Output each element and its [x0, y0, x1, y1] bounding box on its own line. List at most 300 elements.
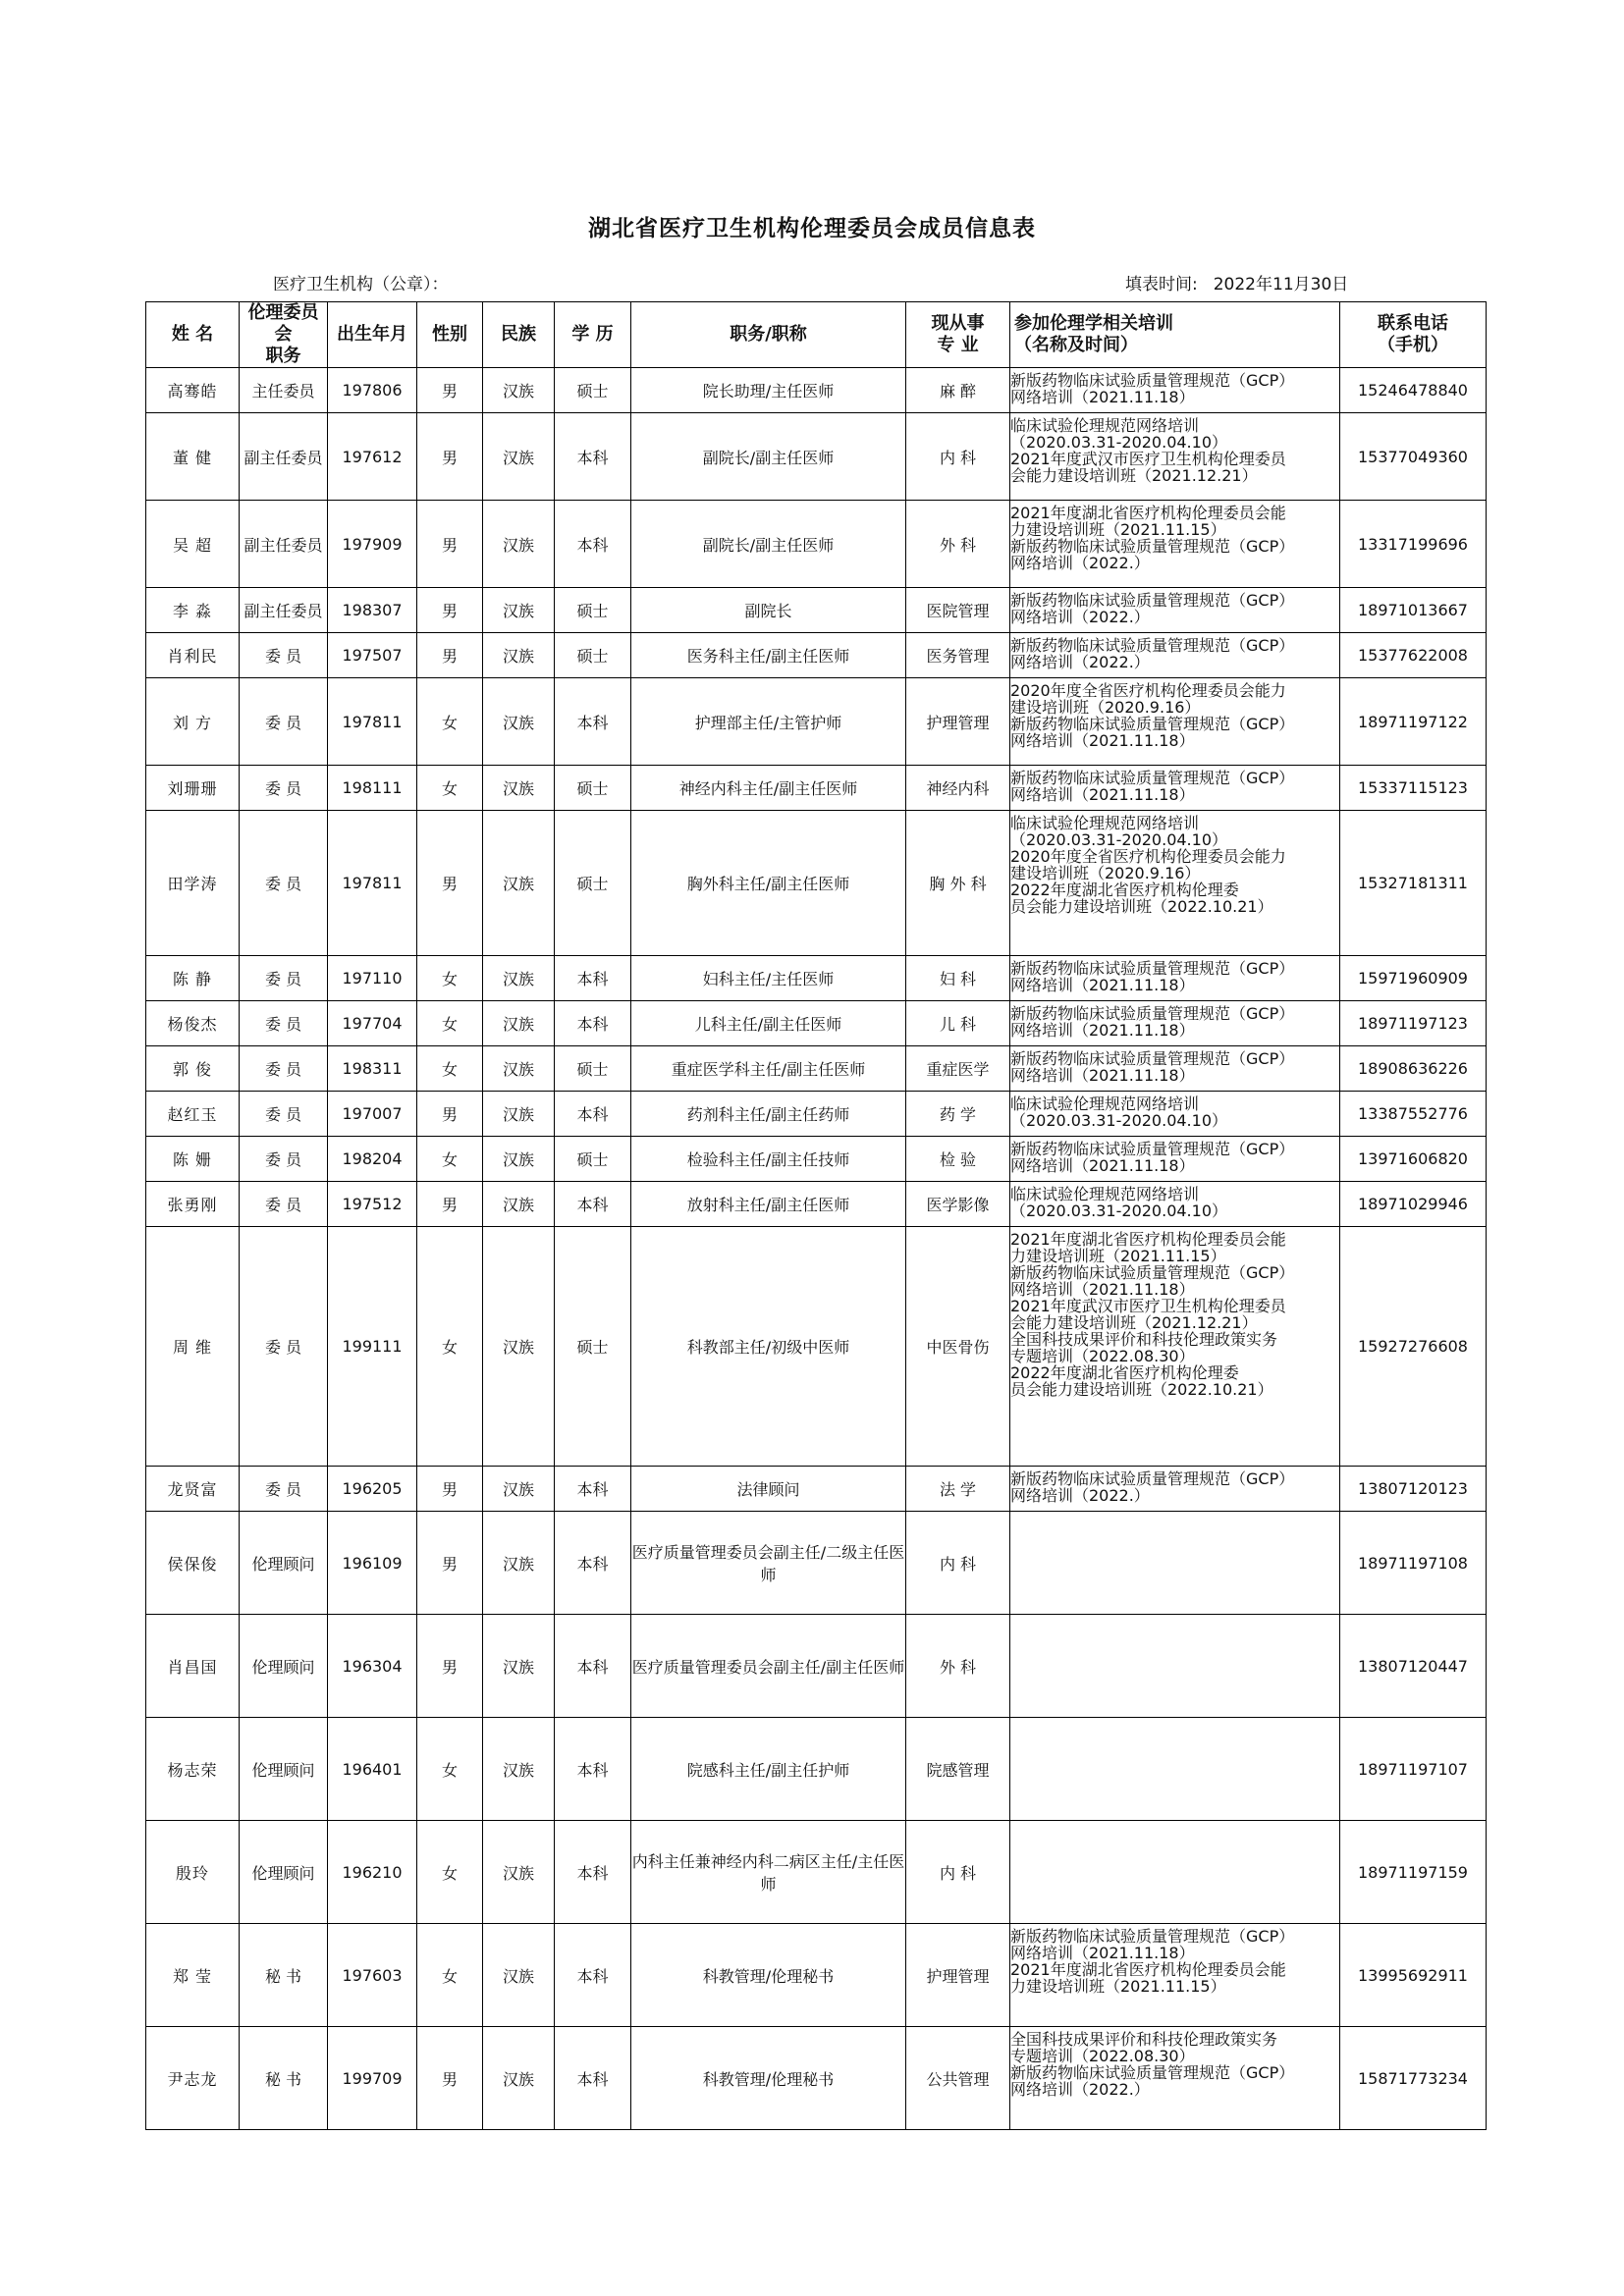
member-birth: 198204: [328, 1137, 417, 1182]
member-title: 检验科主任/副主任技师: [631, 1137, 906, 1182]
training-line: 建设培训班（2020.9.16）: [1010, 864, 1201, 882]
member-education: 本科: [555, 956, 631, 1001]
member-birth: 197704: [328, 1001, 417, 1046]
member-birth: 197811: [328, 811, 417, 956]
table-row: [146, 633, 1487, 678]
member-birth: 196304: [328, 1615, 417, 1718]
training-line: （2020.03.31-2020.04.10）: [1010, 1201, 1227, 1220]
member-ethnicity: 汉族: [483, 1718, 555, 1821]
member-title: 医疗质量管理委员会副主任/副主任医师: [631, 1615, 906, 1718]
member-phone: 15327181311: [1340, 811, 1487, 956]
member-role: 委 员: [240, 1467, 328, 1512]
member-sex: 女: [417, 1137, 483, 1182]
member-phone: 13995692911: [1340, 1924, 1487, 2027]
table-row: [146, 2027, 1487, 2130]
training-line: 新版药物临床试验质量管理规范（GCP）: [1010, 1927, 1295, 1946]
training-line: 新版药物临床试验质量管理规范（GCP）: [1010, 1049, 1295, 1068]
member-phone: 18971197123: [1340, 1001, 1487, 1046]
training-line: 建设培训班（2020.9.16）: [1010, 698, 1201, 717]
training-line: 力建设培训班（2021.11.15）: [1010, 1247, 1226, 1265]
member-ethnicity: 汉族: [483, 1001, 555, 1046]
table-row: [146, 1182, 1487, 1227]
member-training: [1010, 811, 1340, 956]
table-row: [146, 588, 1487, 633]
member-role: 秘 书: [240, 1924, 328, 2027]
member-training: [1010, 1924, 1340, 2027]
page-title: 湖北省医疗卫生机构伦理委员会成员信息表: [588, 216, 1036, 241]
member-birth: 197507: [328, 633, 417, 678]
member-name: 龙贤富: [146, 1467, 240, 1512]
member-major: 公共管理: [906, 2027, 1010, 2130]
member-role: 委 员: [240, 811, 328, 956]
member-birth: 197811: [328, 678, 417, 766]
member-name: 刘 方: [146, 678, 240, 766]
member-title: 儿科主任/副主任医师: [631, 1001, 906, 1046]
training-line: 新版药物临床试验质量管理规范（GCP）: [1010, 769, 1295, 787]
training-line: 临床试验伦理规范网络培训: [1010, 1095, 1200, 1113]
member-role: 副主任委员: [240, 413, 328, 501]
member-phone: 13807120447: [1340, 1615, 1487, 1718]
member-title: 科教管理/伦理秘书: [631, 2027, 906, 2130]
member-phone: 15971960909: [1340, 956, 1487, 1001]
member-role: 委 员: [240, 766, 328, 811]
member-title: 院长助理/主任医师: [631, 368, 906, 413]
training-line: 力建设培训班（2021.11.15）: [1010, 1977, 1226, 1996]
training-line: 会能力建设培训班（2021.12.21）: [1010, 1313, 1258, 1332]
header-name: 姓 名: [146, 302, 240, 368]
header-title: 职务/职称: [631, 302, 906, 368]
member-role: 委 员: [240, 678, 328, 766]
member-education: 硕士: [555, 368, 631, 413]
member-ethnicity: 汉族: [483, 1182, 555, 1227]
member-title: 内科主任兼神经内科二病区主任/主任医师: [631, 1821, 906, 1924]
fill-date-value: 2022年11月30日: [1213, 275, 1349, 294]
member-sex: 女: [417, 1227, 483, 1467]
institution-label: 医疗卫生机构（公章）：: [273, 275, 449, 294]
member-name: 张勇刚: [146, 1182, 240, 1227]
header-birth: 出生年月: [328, 302, 417, 368]
member-education: 硕士: [555, 1137, 631, 1182]
member-role: 伦理顾问: [240, 1718, 328, 1821]
training-line: 力建设培训班（2021.11.15）: [1010, 520, 1226, 539]
training-line: （2020.03.31-2020.04.10）: [1010, 1111, 1227, 1130]
member-education: 硕士: [555, 766, 631, 811]
member-name: 赵红玉: [146, 1092, 240, 1137]
member-name: 杨俊杰: [146, 1001, 240, 1046]
table-row: [146, 501, 1487, 588]
member-major: 内 科: [906, 413, 1010, 501]
member-role: 委 员: [240, 956, 328, 1001]
member-birth: 197909: [328, 501, 417, 588]
member-title: 副院长/副主任医师: [631, 501, 906, 588]
member-phone: 18971029946: [1340, 1182, 1487, 1227]
member-education: 本科: [555, 413, 631, 501]
training-line: 网络培训（2022.）: [1010, 1486, 1150, 1505]
member-training: [1010, 2027, 1340, 2130]
member-phone: 15377622008: [1340, 633, 1487, 678]
training-line: 临床试验伦理规范网络培训: [1010, 416, 1200, 435]
member-training: [1010, 1092, 1340, 1137]
member-title: 科教管理/伦理秘书: [631, 1924, 906, 2027]
training-line: 新版药物临床试验质量管理规范（GCP）: [1010, 371, 1295, 390]
member-major: 医务管理: [906, 633, 1010, 678]
member-ethnicity: 汉族: [483, 1227, 555, 1467]
member-training: [1010, 368, 1340, 413]
member-sex: 男: [417, 368, 483, 413]
fill-date-label: 填表时间:: [1125, 275, 1198, 294]
member-sex: 男: [417, 1615, 483, 1718]
member-name: 肖利民: [146, 633, 240, 678]
member-title: 重症医学科主任/副主任医师: [631, 1046, 906, 1092]
member-phone: 15337115123: [1340, 766, 1487, 811]
table-row: [146, 1615, 1487, 1718]
member-name: 杨志荣: [146, 1718, 240, 1821]
member-phone: 15246478840: [1340, 368, 1487, 413]
member-birth: 198111: [328, 766, 417, 811]
training-line: 网络培训（2021.11.18）: [1010, 388, 1195, 406]
training-line: 新版药物临床试验质量管理规范（GCP）: [1010, 591, 1295, 610]
training-line: 网络培训（2021.11.18）: [1010, 976, 1195, 994]
header-education: 学 历: [555, 302, 631, 368]
member-major: 检 验: [906, 1137, 1010, 1182]
member-birth: 196401: [328, 1718, 417, 1821]
member-ethnicity: 汉族: [483, 1615, 555, 1718]
member-education: 本科: [555, 1182, 631, 1227]
fill-date: [1125, 270, 1364, 294]
training-line: 网络培训（2021.11.18）: [1010, 1066, 1195, 1085]
training-line: 会能力建设培训班（2021.12.21）: [1010, 466, 1258, 485]
member-birth: 197806: [328, 368, 417, 413]
table-row: [146, 678, 1487, 766]
member-major: 神经内科: [906, 766, 1010, 811]
member-training: [1010, 588, 1340, 633]
member-ethnicity: 汉族: [483, 1512, 555, 1615]
training-line: 新版药物临床试验质量管理规范（GCP）: [1010, 715, 1295, 733]
member-training: [1010, 1512, 1340, 1615]
table-row: [146, 413, 1487, 501]
member-phone: 18971013667: [1340, 588, 1487, 633]
member-major: 内 科: [906, 1821, 1010, 1924]
table-row: [146, 1046, 1487, 1092]
member-education: 本科: [555, 501, 631, 588]
member-ethnicity: 汉族: [483, 368, 555, 413]
member-training: [1010, 501, 1340, 588]
member-sex: 女: [417, 1718, 483, 1821]
member-birth: 196205: [328, 1467, 417, 1512]
member-phone: 13807120123: [1340, 1467, 1487, 1512]
member-title: 神经内科主任/副主任医师: [631, 766, 906, 811]
training-line: 网络培训（2022.）: [1010, 608, 1150, 626]
member-role: 委 员: [240, 1182, 328, 1227]
member-ethnicity: 汉族: [483, 633, 555, 678]
training-line: 专题培训（2022.08.30）: [1010, 1347, 1195, 1365]
header-sex: 性别: [417, 302, 483, 368]
member-phone: 15927276608: [1340, 1227, 1487, 1467]
table-row: [146, 956, 1487, 1001]
member-name: 尹志龙: [146, 2027, 240, 2130]
member-role: 委 员: [240, 633, 328, 678]
member-major: 妇 科: [906, 956, 1010, 1001]
member-sex: 女: [417, 1924, 483, 2027]
member-ethnicity: 汉族: [483, 766, 555, 811]
member-education: 硕士: [555, 1227, 631, 1467]
member-sex: 男: [417, 1467, 483, 1512]
member-ethnicity: 汉族: [483, 1046, 555, 1092]
member-sex: 男: [417, 501, 483, 588]
member-training: [1010, 413, 1340, 501]
member-name: 肖昌国: [146, 1615, 240, 1718]
member-title: 副院长/副主任医师: [631, 413, 906, 501]
member-role: 委 员: [240, 1046, 328, 1092]
training-line: 2021年度湖北省医疗机构伦理委员会能: [1010, 504, 1286, 522]
member-name: 吴 超: [146, 501, 240, 588]
training-line: 2021年度湖北省医疗机构伦理委员会能: [1010, 1960, 1286, 1979]
training-line: 新版药物临床试验质量管理规范（GCP）: [1010, 1140, 1295, 1158]
member-birth: 197612: [328, 413, 417, 501]
table-row: [146, 1092, 1487, 1137]
member-major: 麻 醉: [906, 368, 1010, 413]
member-phone: 18971197108: [1340, 1512, 1487, 1615]
member-sex: 女: [417, 766, 483, 811]
member-role: 副主任委员: [240, 588, 328, 633]
member-title: 放射科主任/副主任医师: [631, 1182, 906, 1227]
header-role: 伦理委员会 职务: [240, 302, 328, 368]
member-sex: 男: [417, 588, 483, 633]
member-role: 委 员: [240, 1092, 328, 1137]
training-line: 临床试验伦理规范网络培训: [1010, 1185, 1200, 1203]
member-ethnicity: 汉族: [483, 1467, 555, 1512]
member-birth: 197110: [328, 956, 417, 1001]
member-major: 院感管理: [906, 1718, 1010, 1821]
training-line: 临床试验伦理规范网络培训: [1010, 814, 1200, 832]
member-ethnicity: 汉族: [483, 1924, 555, 2027]
member-role: 伦理顾问: [240, 1512, 328, 1615]
training-line: 网络培训（2021.11.18）: [1010, 785, 1195, 804]
header-phone: 联系电话 （手机）: [1340, 302, 1487, 368]
member-name: 高骞皓: [146, 368, 240, 413]
member-title: 医疗质量管理委员会副主任/二级主任医师: [631, 1512, 906, 1615]
member-ethnicity: 汉族: [483, 678, 555, 766]
member-name: 郑 莹: [146, 1924, 240, 2027]
member-major: 中医骨伤: [906, 1227, 1010, 1467]
member-birth: 198307: [328, 588, 417, 633]
member-phone: 18971197122: [1340, 678, 1487, 766]
member-birth: 197512: [328, 1182, 417, 1227]
member-training: [1010, 1467, 1340, 1512]
member-training: [1010, 1001, 1340, 1046]
member-major: 内 科: [906, 1512, 1010, 1615]
member-education: 本科: [555, 1092, 631, 1137]
member-sex: 男: [417, 413, 483, 501]
member-name: 李 淼: [146, 588, 240, 633]
member-major: 药 学: [906, 1092, 1010, 1137]
member-table: [145, 301, 1487, 2130]
header-row: [146, 302, 1487, 368]
member-title: 副院长: [631, 588, 906, 633]
member-sex: 女: [417, 678, 483, 766]
training-line: 新版药物临床试验质量管理规范（GCP）: [1010, 1263, 1295, 1282]
member-ethnicity: 汉族: [483, 1821, 555, 1924]
header-ethnicity: 民族: [483, 302, 555, 368]
member-major: 胸 外 科: [906, 811, 1010, 956]
member-title: 胸外科主任/副主任医师: [631, 811, 906, 956]
member-phone: 13317199696: [1340, 501, 1487, 588]
member-role: 委 员: [240, 1227, 328, 1467]
member-title: 妇科主任/主任医师: [631, 956, 906, 1001]
member-name: 周 维: [146, 1227, 240, 1467]
header-training: 参加伦理学相关培训 （名称及时间）: [1010, 302, 1340, 368]
member-education: 本科: [555, 1924, 631, 2027]
training-line: 2020年度全省医疗机构伦理委员会能力: [1010, 681, 1286, 700]
member-major: 儿 科: [906, 1001, 1010, 1046]
training-line: （2020.03.31-2020.04.10）: [1010, 433, 1227, 452]
member-training: [1010, 766, 1340, 811]
member-sex: 男: [417, 2027, 483, 2130]
member-training: [1010, 1615, 1340, 1718]
training-line: 网络培训（2021.11.18）: [1010, 1944, 1195, 1962]
table-row: [146, 1137, 1487, 1182]
member-education: 本科: [555, 678, 631, 766]
training-line: 2021年度武汉市医疗卫生机构伦理委员: [1010, 1297, 1286, 1315]
member-training: [1010, 1137, 1340, 1182]
member-sex: 男: [417, 1512, 483, 1615]
member-ethnicity: 汉族: [483, 588, 555, 633]
member-education: 硕士: [555, 1046, 631, 1092]
member-sex: 男: [417, 1092, 483, 1137]
header-major: 现从事 专 业: [906, 302, 1010, 368]
table-row: [146, 1227, 1487, 1467]
member-role: 委 员: [240, 1001, 328, 1046]
member-education: 硕士: [555, 588, 631, 633]
training-line: 员会能力建设培训班（2022.10.21）: [1010, 1380, 1273, 1399]
training-line: 2022年度湖北省医疗机构伦理委: [1010, 1363, 1239, 1382]
member-birth: 197603: [328, 1924, 417, 2027]
training-line: 2021年度湖北省医疗机构伦理委员会能: [1010, 1230, 1286, 1249]
member-ethnicity: 汉族: [483, 1137, 555, 1182]
training-line: 全国科技成果评价和科技伦理政策实务: [1010, 2030, 1278, 2049]
member-training: [1010, 956, 1340, 1001]
member-title: 法律顾问: [631, 1467, 906, 1512]
member-title: 护理部主任/主管护师: [631, 678, 906, 766]
member-training: [1010, 678, 1340, 766]
member-ethnicity: 汉族: [483, 413, 555, 501]
member-major: 外 科: [906, 1615, 1010, 1718]
member-name: 陈 静: [146, 956, 240, 1001]
member-name: 董 健: [146, 413, 240, 501]
member-birth: 198311: [328, 1046, 417, 1092]
member-sex: 女: [417, 1046, 483, 1092]
member-education: 本科: [555, 1001, 631, 1046]
training-line: 新版药物临床试验质量管理规范（GCP）: [1010, 1004, 1295, 1023]
member-phone: 13971606820: [1340, 1137, 1487, 1182]
member-phone: 18971197107: [1340, 1718, 1487, 1821]
table-row: [146, 1821, 1487, 1924]
member-major: 法 学: [906, 1467, 1010, 1512]
member-education: 硕士: [555, 633, 631, 678]
member-role: 秘 书: [240, 2027, 328, 2130]
table-row: [146, 1512, 1487, 1615]
member-sex: 女: [417, 956, 483, 1001]
member-role: 伦理顾问: [240, 1821, 328, 1924]
member-training: [1010, 1182, 1340, 1227]
training-line: 网络培训（2022.）: [1010, 2080, 1150, 2099]
training-line: 网络培训（2022.）: [1010, 554, 1150, 572]
training-line: 员会能力建设培训班（2022.10.21）: [1010, 897, 1273, 916]
member-role: 委 员: [240, 1137, 328, 1182]
member-major: 护理管理: [906, 678, 1010, 766]
member-major: 重症医学: [906, 1046, 1010, 1092]
member-phone: 18908636226: [1340, 1046, 1487, 1092]
member-name: 陈 姗: [146, 1137, 240, 1182]
member-birth: 199111: [328, 1227, 417, 1467]
member-role: 主任委员: [240, 368, 328, 413]
training-line: 全国科技成果评价和科技伦理政策实务: [1010, 1330, 1278, 1349]
training-line: 网络培训（2021.11.18）: [1010, 731, 1195, 750]
table-row: [146, 811, 1487, 956]
member-sex: 女: [417, 1821, 483, 1924]
table-row: [146, 766, 1487, 811]
training-line: 2022年度湖北省医疗机构伦理委: [1010, 881, 1239, 899]
member-phone: 18971197159: [1340, 1821, 1487, 1924]
member-sex: 男: [417, 811, 483, 956]
member-training: [1010, 1046, 1340, 1092]
member-title: 科教部主任/初级中医师: [631, 1227, 906, 1467]
table-row: [146, 1467, 1487, 1512]
member-title: 医务科主任/副主任医师: [631, 633, 906, 678]
training-line: 新版药物临床试验质量管理规范（GCP）: [1010, 1469, 1295, 1488]
member-education: 本科: [555, 1467, 631, 1512]
training-line: 新版药物临床试验质量管理规范（GCP）: [1010, 959, 1295, 978]
member-training: [1010, 1227, 1340, 1467]
member-ethnicity: 汉族: [483, 2027, 555, 2130]
member-major: 护理管理: [906, 1924, 1010, 2027]
training-line: 专题培训（2022.08.30）: [1010, 2047, 1195, 2065]
member-birth: 199709: [328, 2027, 417, 2130]
member-sex: 男: [417, 633, 483, 678]
member-sex: 女: [417, 1001, 483, 1046]
member-sex: 男: [417, 1182, 483, 1227]
member-major: 外 科: [906, 501, 1010, 588]
member-birth: 197007: [328, 1092, 417, 1137]
table-row: [146, 1924, 1487, 2027]
table-row: [146, 368, 1487, 413]
table-row: [146, 1001, 1487, 1046]
training-line: 新版药物临床试验质量管理规范（GCP）: [1010, 2063, 1295, 2082]
member-training: [1010, 1718, 1340, 1821]
member-ethnicity: 汉族: [483, 501, 555, 588]
member-major: 医学影像: [906, 1182, 1010, 1227]
member-training: [1010, 1821, 1340, 1924]
member-phone: 15871773234: [1340, 2027, 1487, 2130]
member-birth: 196109: [328, 1512, 417, 1615]
member-education: 本科: [555, 1615, 631, 1718]
member-phone: 13387552776: [1340, 1092, 1487, 1137]
member-ethnicity: 汉族: [483, 956, 555, 1001]
member-ethnicity: 汉族: [483, 1092, 555, 1137]
member-title: 院感科主任/副主任护师: [631, 1718, 906, 1821]
training-line: 2020年度全省医疗机构伦理委员会能力: [1010, 847, 1286, 866]
member-training: [1010, 633, 1340, 678]
member-education: 硕士: [555, 811, 631, 956]
training-line: 网络培训（2022.）: [1010, 653, 1150, 671]
member-name: 田学涛: [146, 811, 240, 956]
member-role: 伦理顾问: [240, 1615, 328, 1718]
member-phone: 15377049360: [1340, 413, 1487, 501]
member-name: 郭 俊: [146, 1046, 240, 1092]
member-ethnicity: 汉族: [483, 811, 555, 956]
member-education: 本科: [555, 1821, 631, 1924]
member-birth: 196210: [328, 1821, 417, 1924]
